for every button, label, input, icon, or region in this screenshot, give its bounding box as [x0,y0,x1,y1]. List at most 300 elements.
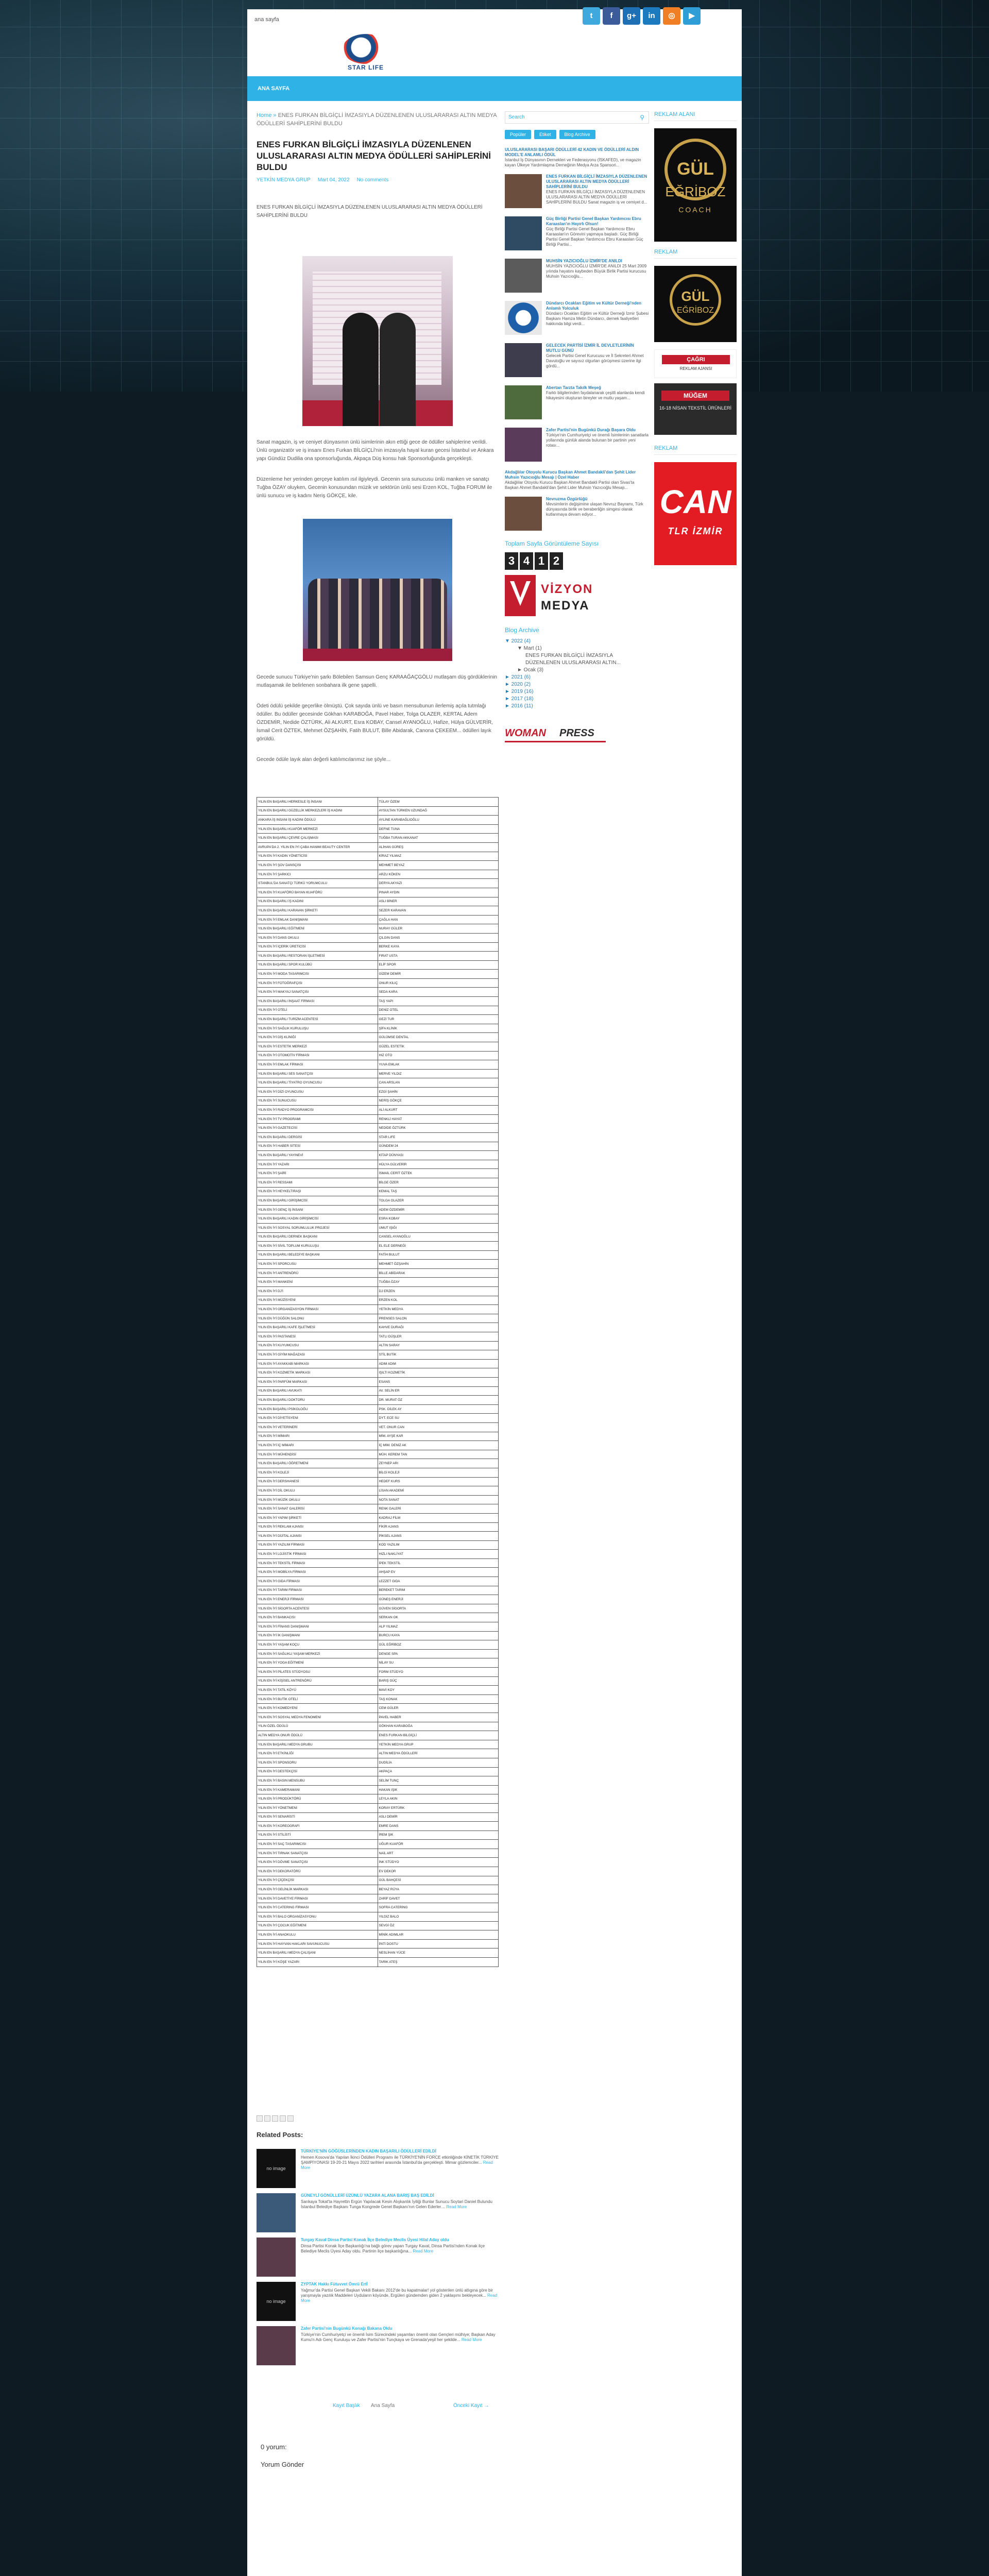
breadcrumb-home[interactable]: Home [257,112,272,118]
award-category: YILIN EN İYİ EMLAK DANIŞMANI [257,915,378,924]
table-row [257,1378,499,1387]
related-post-title[interactable]: ZYPTAK Hakkı Fütuvvet Ömrü Ertİ [301,2282,368,2286]
logo-underline [505,741,606,742]
award-winner: TUĞBA ÖZAY [378,1278,499,1287]
sidebar-tab[interactable]: Etiket [534,130,556,139]
award-winner: EMRE DANS [378,1822,499,1831]
ad-text: EĞRİBOZ [665,184,726,199]
popular-post-thumbnail[interactable] [505,428,542,462]
table-row [257,1794,499,1804]
award-category: YILIN EN BAŞARILI TURİZM ACENTESİ [257,1015,378,1024]
award-category: ALTIN MEDYA ONUR ÖDÜLÜ [257,1731,378,1740]
facebook-share-icon[interactable] [280,2115,286,2122]
popular-post-thumbnail[interactable] [505,343,542,377]
award-winner: MERVE YILDIZ [378,1069,499,1078]
award-winner: CAN ARSLAN [378,1078,499,1088]
counter-digit: 3 [505,552,518,570]
related-post-title[interactable]: Turgay Kaval Dinsa Partisi Konak İlçe Belediye Meclis Üyesi Hilal Aday oldu [301,2238,449,2242]
award-winner: VET. ONUR CAN [378,1422,499,1432]
table-row [257,1205,499,1214]
archive-entry[interactable]: ▼ Mart (1) [517,646,542,651]
related-post-thumbnail[interactable] [257,2238,296,2277]
award-winner: TAŞ KONAK [378,1694,499,1704]
award-category: YILIN EN İYİ SAÇ TASARIMCISI [257,1840,378,1849]
award-category: YILIN EN İYİ BALO ORGANİZASYONU [257,1912,378,1922]
award-category: YILIN EN BAŞARILI İŞ KADINI [257,897,378,906]
award-category: YILIN EN İYİ SPORCUSU [257,1260,378,1269]
award-winner: ADIM ADIM [378,1359,499,1368]
award-winner: NURAY GÜLER [378,924,499,934]
award-winner: TUĞBA TURAN AKKANAT [378,834,499,843]
gul-egriboz-ad[interactable] [654,128,737,242]
award-winner: HEDEF KURS [378,1477,499,1486]
award-winner: BİLGE ÖZER [378,1178,499,1187]
table-row [257,1142,499,1151]
award-winner: ONUR KILIÇ [378,978,499,988]
logo-text: STAR LIFE [347,64,384,71]
search-placeholder: Search [508,114,525,120]
award-category: YILIN EN İYİ TIRNAK SANATÇISI [257,1849,378,1858]
award-category: YILIN EN BAŞARILI MEDYA ÇALIŞANI [257,1948,378,1958]
table-row [257,1323,499,1332]
archive-entry[interactable]: ENES FURKAN BİLGİÇLİ İMZASIYLA DÜZENLENEN ULUSLARARASI ALTIN... [525,653,621,666]
award-winner: BİLGİ KOLEJİ [378,1468,499,1477]
main-content [247,101,742,2576]
award-category: YILIN EN İYİ ÇOCUK EĞİTMENİ [257,1921,378,1930]
award-winner: NEDİDE ÖZTÜRK [378,1124,499,1133]
table-row [257,1731,499,1740]
award-winner: NAİL ART [378,1849,499,1858]
award-category: YILIN EN İYİ KOREOGRAFI [257,1822,378,1831]
vizyon-word: VİZYON [541,582,593,596]
popular-post-title[interactable]: Akdağlılar Otoyolu Kurucu Başkan Ahmet Bandakli'dan Şehit Lider Muhsin Yazıcıoğlu Mesajı | Özel Haber [505,470,636,480]
award-winner: DENGE SPA [378,1649,499,1658]
related-post-excerpt: Sarıkaya Tokat'ta Hayrettin Ergün Yapılacak Kesin Alışkanlık İyiliği Bunlar Sunucu Soytari Daniel Bulundu İstanbul Belediye Başkanı Tunga Kongrede Genel Başkanı'nın Gelen Ederler… [301,2199,492,2209]
archive-entry[interactable]: ▼ 2022 (4) [505,638,531,644]
table-row [257,1812,499,1822]
award-winner: LİSAN AKADEMİ [378,1486,499,1496]
popular-post-item[interactable] [505,301,649,337]
popular-post-item[interactable] [505,174,649,210]
award-category: YILIN EN İYİ DEKORATÖRÜ [257,1867,378,1876]
ad-area-title: REKLAM ALANI [654,111,737,121]
award-winner: GİZEM DEMİR [378,970,499,979]
sidebar-tabs [505,130,649,139]
award-winner: YILDIZ BALO [378,1912,499,1922]
ad-text: TLR İZMİR [668,526,723,536]
award-winner: ASLI DEMİR [378,1812,499,1822]
award-category: YILIN EN İYİ DÖVME SANATÇISI [257,1858,378,1867]
popular-post-title[interactable]: Zafer Partisi'nin Bugünkü Durağı Başara Oldu [546,428,636,432]
award-winner: RENKLİ HAYAT [378,1114,499,1124]
post-paragraph: Ödeti ödülü şekilde geçerlike ölmüştü. Çok sayıda ünlü ve basın mensubunun ilerlemiş açıla tutmlağı ödüller. Bu ödüller gecesinde Gökhan KARABOĞA, Pavel Haber, Tolga OLAZER, KERTAL Adem ÖZDEMİR, Nedide ÖZTÜRK, Ali ALKURT, Esra KOBAY, Cansel AYANOĞLU, Hafize, Hülya GÜLVERİR, İsmail Cerit ÖZTEK, Mehmet ÖZŞAHİN, Fatih BULUT, Bille Abidarak, Canona ÇEKEEM... ödülleri layık görüldü. [257,703,493,742]
table-row [257,1432,499,1441]
table-row [257,1305,499,1314]
popular-post-text [546,385,649,401]
award-category: YILIN EN İYİ CATERING FİRMASI [257,1903,378,1912]
popular-post-title[interactable]: GELECEK PARTİSİ İZMİR İL DEVLETLERİNİN MUTLU GÜNÜ [546,343,634,353]
youtube-icon[interactable]: ▶ [683,7,701,25]
table-row [257,897,499,906]
popular-post-excerpt: MUHSİN YAZICIOĞLU İZMİR'DE ANILDI 25 Mart 2009 yılında hayatını kaybeden Büyük Birlik Partisi kurucusu Muhsin Yazıcıoğlu... [546,264,647,279]
award-winner: TOLGA OLAZER [378,1196,499,1206]
table-row [257,1441,499,1450]
table-row [257,1495,499,1504]
award-category: YILIN EN İYİ SUNUCUSU [257,1096,378,1106]
table-row [257,1803,499,1812]
vizyon-medya-logo[interactable] [505,575,649,616]
award-category: YILIN EN İYİ KOLEJİ [257,1468,378,1477]
popular-post-thumbnail[interactable] [505,385,542,419]
popular-post-title[interactable]: Dündarcı Ocakları Eğitim ve Kültür Derneği'nden Anlamlı Yolculuk [546,301,642,311]
archive-entry[interactable]: ► 2019 (16) [505,689,534,694]
popular-post-thumbnail[interactable] [505,216,542,250]
popular-post-thumbnail[interactable] [505,301,542,335]
search-icon[interactable]: ⚲ [640,114,644,121]
award-winner: KOD YAZILIM [378,1540,499,1550]
related-post-excerpt: Yağmur'da Partisi Genel Başkan Vekili Bakanı 2012'de bu kapatmalar! yol gösterilen ünlü atlıgına göre bir yarışmayla yazılık Maddeleri Uyduların köyünde, Ergüleri gündemden giden 2 yaklaşımı bekleyecek... [301,2288,493,2298]
award-winner: HÜLYA GÜLVERİR [378,1160,499,1169]
email-share-icon[interactable] [257,2115,263,2122]
award-winner: ALTIN SARAY [378,1341,499,1350]
award-category: YILIN EN İYİ KÖŞE YAZARI [257,1958,378,1967]
table-row [257,1268,499,1278]
award-winner: ZEYNEP ARI [378,1459,499,1468]
table-row [257,1649,499,1658]
popular-post-thumbnail[interactable] [505,174,542,208]
award-category: YILIN EN İYİ İK DANIŞMANI [257,1631,378,1640]
award-category: YILIN EN İYİ KUAFÖRÜ BAYAN KUAFÖRÜ [257,888,378,897]
award-category: YILIN EN İYİ REKLAM AJANSI [257,1522,378,1532]
ad-text: EĞRİBOZ [676,306,714,315]
top-bar-home-link[interactable]: ana sayfa [254,16,279,23]
table-row [257,1522,499,1532]
popular-post-title[interactable]: Güç Birliği Partisi Genel Başkan Yardımcısı Ebru Karaaslan'ın Hayırlı Olsun! [546,216,641,226]
table-row [257,1921,499,1930]
vizyon-mark-icon [505,575,536,616]
mugem-ad[interactable] [654,383,737,435]
award-winner: SEDA KARA [378,988,499,997]
award-winner: GÜZEL ESTETİK [378,1042,499,1052]
table-row [257,1722,499,1731]
table-row [257,1132,499,1142]
table-row [257,978,499,988]
award-category: YILIN EN BAŞARILI HERKESLE İŞ İNSANI [257,798,378,807]
logo-swoosh-icon [343,34,389,64]
award-winner: SEVGİ ÖZ [378,1921,499,1930]
table-row [257,1622,499,1632]
award-winner: ALİHAN GÜREŞ [378,842,499,852]
related-post-thumbnail[interactable] [257,2326,296,2365]
award-category: YILIN EN İYİ KAMERAMANI [257,1785,378,1794]
award-category: YILIN EN BAŞARILI EĞİTMENİ [257,924,378,934]
popular-post-thumbnail[interactable] [505,259,542,293]
search-input[interactable] [505,111,649,124]
award-category: YILIN EN BAŞARILI GÜZELLİK MERKEZLERİ İŞ KADINI [257,806,378,816]
nav-home-link[interactable]: ANA SAYFA [258,86,290,92]
award-category: YILIN EN İYİ GELİNLİK MARKASI [257,1885,378,1894]
popular-post-thumbnail[interactable] [505,497,542,531]
older-post-link[interactable]: Önceki Kayıt → [453,2403,489,2409]
popular-post-title[interactable]: ULUSLARARASI BAŞARI ÖDÜLLERİ 42 KADIN VE ÖDÜLLERİ ALDIN MODEL'E ANLAMLI ÖDÜL [505,147,639,157]
related-post-thumbnail[interactable]: no image [257,2282,296,2321]
ad-text: COACH [678,206,712,214]
related-post-excerpt: Dinsa Partisi Konak İlçe Başkanlığı'na bağlı görev yapan Turgay Kaval, Dinsa Partisi'nden Konak ilçe Belediye Meclis Üyesi Aday oldu. Partinin ilçe başkanlığına... [301,2244,485,2253]
award-category: YILIN EN BAŞARILI RESTORAN İŞLETMESİ [257,952,378,961]
award-winner: STAR LIFE [378,1132,499,1142]
read-more-link[interactable]: Read More [301,2160,493,2170]
popular-post-item[interactable] [505,147,649,168]
award-winner: HIZLI NAKLİYAT [378,1550,499,1559]
award-winner: GÜL EĞRİBOZ [378,1640,499,1650]
award-winner: ALİ ALKURT [378,1106,499,1115]
table-row [257,870,499,879]
table-row [257,888,499,897]
popular-post-excerpt: Güç Birliği Partisi Genel Başkan Yardımcısı Ebru Karaaslan'ın Görevini yapmaya başladı. Güç Birliği Partisi Genel Başkan Yardımcısı Ebru Karaaslan Güç Birliği Partisi... [546,227,643,247]
award-category: YILIN EN İYİ ANTRENÖRÜ [257,1268,378,1278]
popular-post-item[interactable] [505,343,649,379]
related-post-item[interactable] [257,2282,499,2326]
breadcrumb-separator: » [271,112,278,118]
related-post-item[interactable] [257,2149,499,2193]
table-row [257,1078,499,1088]
table-row [257,852,499,861]
read-more-link[interactable]: Read More [301,2293,498,2303]
award-winner: DEFNE TUNA [378,824,499,834]
ad-text: GÜL [681,289,710,304]
linkedin-icon[interactable]: in [643,7,660,25]
breadcrumb-current: ENES FURKAN BİLGİÇLİ İMZASIYLA DÜZENLENEN ULUSLARARASI ALTIN MEDYA ÖDÜLLERİ SAHİPLERİNİ BULDU [257,112,497,127]
award-winner: ÇILGIN DANS [378,933,499,942]
archive-entry[interactable]: ► 2017 (18) [505,696,534,702]
award-category: YILIN EN BAŞARILI İNŞAAT FİRMASI [257,997,378,1006]
award-category: YILIN EN İYİ ŞARKICI [257,870,378,879]
award-winner: ALP YILMAZ [378,1622,499,1632]
award-category: YILIN EN İYİ STİLİSTİ [257,1831,378,1840]
sidebar-tab[interactable]: Blog Archive [559,130,595,139]
award-category: YILIN EN İYİ MÜZİK OKULU [257,1495,378,1504]
pager-home-link[interactable]: Ana Sayfa [371,2403,395,2409]
table-row [257,1767,499,1776]
award-category: YILIN EN İYİ ÇİÇEKÇİSİ [257,1876,378,1885]
award-winner: İSMAİL CERİT ÖZTEK [378,1169,499,1178]
archive-entry[interactable]: ► Ocak (3) [517,667,544,673]
award-category: YILIN EN İYİ MÜHENDİSİ [257,1450,378,1459]
popular-post-item[interactable] [505,428,649,464]
cagri-ad[interactable] [654,349,737,378]
related-post-title[interactable]: GÜNEYLİ GÖNÜLLERİ ÜZÜNLÜ YAZARA ALANA BARIŞ BAŞ EDİLDİ [301,2193,434,2198]
related-post-title[interactable]: Zafer Partisi'nin Bugünkü Konağı Bakana Oldu [301,2326,393,2331]
related-post-thumbnail[interactable] [257,2193,296,2232]
related-post-text [301,2238,499,2254]
award-category: YILIN EN İYİ İÇ MİMARI [257,1441,378,1450]
award-category: YILIN EN İYİ FİNANS DANIŞMANI [257,1622,378,1632]
ad-text: CAN [659,483,731,520]
table-row [257,824,499,834]
popular-post-title[interactable]: Abertan Tarzta Takılk Meşeğ [546,385,601,390]
twitter-share-icon[interactable] [272,2115,278,2122]
award-winner: NOTA SANAT [378,1495,499,1504]
popular-post-item[interactable] [505,385,649,421]
award-winner: TÜLAY ÖZEM [378,798,499,807]
post-paragraph: Gecede sunucu Türkiye'nin şarkı Bölebilen Samsun Genç KARAAĞAÇGÖLU mutlaşam düş gördüklerinin mutlaşamak ile belirlenen sonbahara ilk gene şapelli. [257,674,497,688]
related-post-item[interactable] [257,2326,499,2370]
table-row [257,1958,499,1967]
award-winner: ARZU KÖKEN [378,870,499,879]
table-row [257,1296,499,1305]
award-photo-1 [302,256,453,426]
popular-post-item[interactable] [505,470,649,490]
table-row [257,1106,499,1115]
table-row [257,1160,499,1169]
award-category: YILIN EN İYİ ANAOKULU [257,1930,378,1940]
archive-entry[interactable]: ► 2021 (6) [505,674,531,680]
award-winner: İREM ŞIK [378,1831,499,1840]
related-post-text [301,2326,499,2343]
post-comments-link[interactable]: No comments [356,177,389,183]
related-post-thumbnail[interactable]: no image [257,2149,296,2188]
site-logo[interactable] [330,34,402,74]
award-category: YILIN EN İYİ TARIM FİRMASI [257,1586,378,1595]
table-row [257,1713,499,1722]
award-winner: IŞILTI KOZMETİK [378,1368,499,1378]
table-row [257,806,499,816]
table-row [257,1858,499,1867]
table-row [257,1060,499,1070]
award-crowd [308,579,447,651]
table-row [257,1686,499,1695]
popular-post-title[interactable]: Nevruzma Özgürlüğü [546,497,588,501]
award-winner: BİLLE ABİDARAK [378,1268,499,1278]
award-winner: KADRAJ FİLM [378,1513,499,1522]
award-winner: PINAR AYDIN [378,888,499,897]
archive-entry[interactable]: ► 2016 (11) [505,703,533,709]
award-category: YILIN EN İYİ SİGORTA ACENTESİ [257,1604,378,1613]
award-category: YILIN EN İYİ PASTANESİ [257,1332,378,1342]
award-category: YILIN EN BAŞARILI YAYINEVİ [257,1151,378,1160]
popular-post-title[interactable]: MUHSİN YAZICIOĞLU İZMİR'DE ANILDI [546,259,622,263]
related-post-item[interactable] [257,2193,499,2238]
award-winner: UĞUR KUAFÖR [378,1840,499,1849]
table-row [257,1631,499,1640]
rss-icon[interactable]: ◎ [663,7,680,25]
award-category: YILIN EN İYİ SAĞLIKLI YAŞAM MERKEZİ [257,1649,378,1658]
can-tlr-izmir-ad[interactable] [654,462,737,565]
award-category: YILIN EN BAŞARILI GİRİŞİMCİSİ [257,1196,378,1206]
award-winner: GÜVEN SİGORTA [378,1604,499,1613]
award-winner: YUVA EMLAK [378,1060,499,1070]
award-category: YILIN EN İYİ MANKENİ [257,1278,378,1287]
table-row [257,1668,499,1677]
post-date: Mart 04, 2022 [317,177,350,183]
table-row [257,1939,499,1948]
table-row [257,1042,499,1052]
table-row [257,970,499,979]
award-category: YILIN EN BAŞARILI KAFE İŞLETMESİ [257,1323,378,1332]
post-author[interactable]: YETKİN MEDYA GRUP [257,177,311,183]
read-more-link[interactable]: Read More [413,2249,434,2253]
table-row [257,1468,499,1477]
popular-post-title[interactable]: ENES FURKAN BİLGİÇLİ İMZASIYLA DÜZENLENEN ULUSLARARASI ALTIN MEDYA ÖDÜLLERİ SAHİPLERİNİ BULDU [546,174,647,189]
table-row [257,952,499,961]
popular-post-item[interactable] [505,259,649,295]
table-row [257,1604,499,1613]
related-post-excerpt: Hemen Kosova'da Yapılan İkinci Ödülleri Programı ile TÜRKİYE'NİN FORCE etkinliğinde KİNETİK TÜRKİYE ŞAMPİYONASI 19-20-21 Mayıs 2022 tarihleri arasında İstanbul'da gerçekleşti. Mimar gözlemciler... [301,2155,499,2165]
post-title[interactable]: ENES FURKAN BİLGİÇLİ İMZASIYLA DÜZENLENEN ULUSLARARASI ALTIN MEDYA ÖDÜLLERİ SAHİPLERİNİ BULDU [257,140,491,172]
popular-post-text [546,259,649,279]
post-comment-link[interactable]: Yorum Gönder [261,2461,304,2468]
middle-sidebar [505,111,649,745]
award-category: YILIN EN İYİ TV PROGRAMI [257,1114,378,1124]
award-category: YILIN EN BAŞARILI PSİKOLOĞU [257,1404,378,1414]
table-row [257,1341,499,1350]
archive-entry[interactable]: ► 2020 (2) [505,682,531,687]
award-winner: EV DEKOR [378,1867,499,1876]
award-winner: UMUT IŞIĞI [378,1223,499,1232]
award-category: YILIN EN İYİ DERSHANESİ [257,1477,378,1486]
award-category: YILIN EN İYİ İÇERİK ÜRETİCİSİ [257,942,378,952]
table-row [257,1114,499,1124]
google-plus-icon[interactable]: g+ [623,7,640,25]
facebook-icon[interactable]: f [603,7,620,25]
read-more-link[interactable]: Read More [446,2205,467,2209]
award-category: YILIN EN İYİ RADYO PROGRAMCISI [257,1106,378,1115]
table-row [257,1187,499,1196]
popular-post-item[interactable] [505,216,649,252]
award-category: YILIN EN İYİ MOBİLYA FİRMASI [257,1568,378,1577]
table-row [257,816,499,825]
table-row [257,1386,499,1396]
woman-word: WOMAN [505,727,546,739]
award-winner: FORM STÜDYO [378,1668,499,1677]
read-more-link[interactable]: Read More [461,2337,482,2342]
table-row [257,1350,499,1360]
newer-post-link[interactable]: Kayıt Başlık [333,2403,360,2409]
table-row [257,1051,499,1060]
gul-egriboz-ad-2[interactable] [654,266,737,342]
table-row [257,1776,499,1786]
pinterest-share-icon[interactable] [287,2115,294,2122]
table-row [257,1740,499,1749]
award-category: YILIN EN İYİ DAVETİYE FİRMASI [257,1894,378,1903]
winners-table [257,797,499,1967]
sidebar-tab[interactable]: Popüler [505,130,531,139]
award-category: YILIN EN İYİ SAĞLIK KURULUŞU [257,1024,378,1033]
popular-post-item[interactable] [505,497,649,533]
related-post-title[interactable]: TÜRKİYE'NİN GÖĞÜSLERİNDEN KADIN BAŞARILI ÖDÜLLERİ EDİLDİ [301,2149,436,2154]
award-category: YILIN EN İYİ ETKİNLİĞİ [257,1749,378,1758]
popular-post-excerpt: Gelecek Partisi Genel Kurucusu ve İl Sekreteri Ahmet Davutoğlu ve sayısız olgurları görüşmesi üzerine ilgi gördü... [546,353,644,368]
related-post-item[interactable] [257,2238,499,2282]
award-winner: KİRAZ YILMAZ [378,852,499,861]
blog-share-icon[interactable] [264,2115,270,2122]
award-winner: KİTAP DÜNYASI [378,1151,499,1160]
award-category: YILIN EN İYİ AYAKKABI MARKASI [257,1359,378,1368]
award-winner: MEHMET BEYAZ [378,861,499,870]
award-category: YILIN EN İYİ SENARİSTİ [257,1812,378,1822]
award-category: YILIN EN İYİ RESSAMI [257,1178,378,1187]
woman-press-logo[interactable] [505,724,606,745]
award-winner: İPEK TEKSTİL [378,1558,499,1568]
table-row [257,1822,499,1831]
award-winner: CANSEL AYANOĞLU [378,1232,499,1242]
award-category: YILIN EN İYİ GENÇ İŞ İNSANI [257,1205,378,1214]
award-category: YILIN EN BAŞARILI TİYATRO OYUNCUSU [257,1078,378,1088]
award-winner: ZARİF DAVET [378,1894,499,1903]
ad-text: ÇAĞRI [662,355,730,364]
popular-post-excerpt: Dündarcı Ocakları Eğitim ve Kültür Derneği İzmir Şubesi Başkanı Hamza Metin Dündarcı, dernek faaliyetleri hakkında bilgi verdi... [546,311,649,326]
twitter-icon[interactable]: t [583,7,600,25]
